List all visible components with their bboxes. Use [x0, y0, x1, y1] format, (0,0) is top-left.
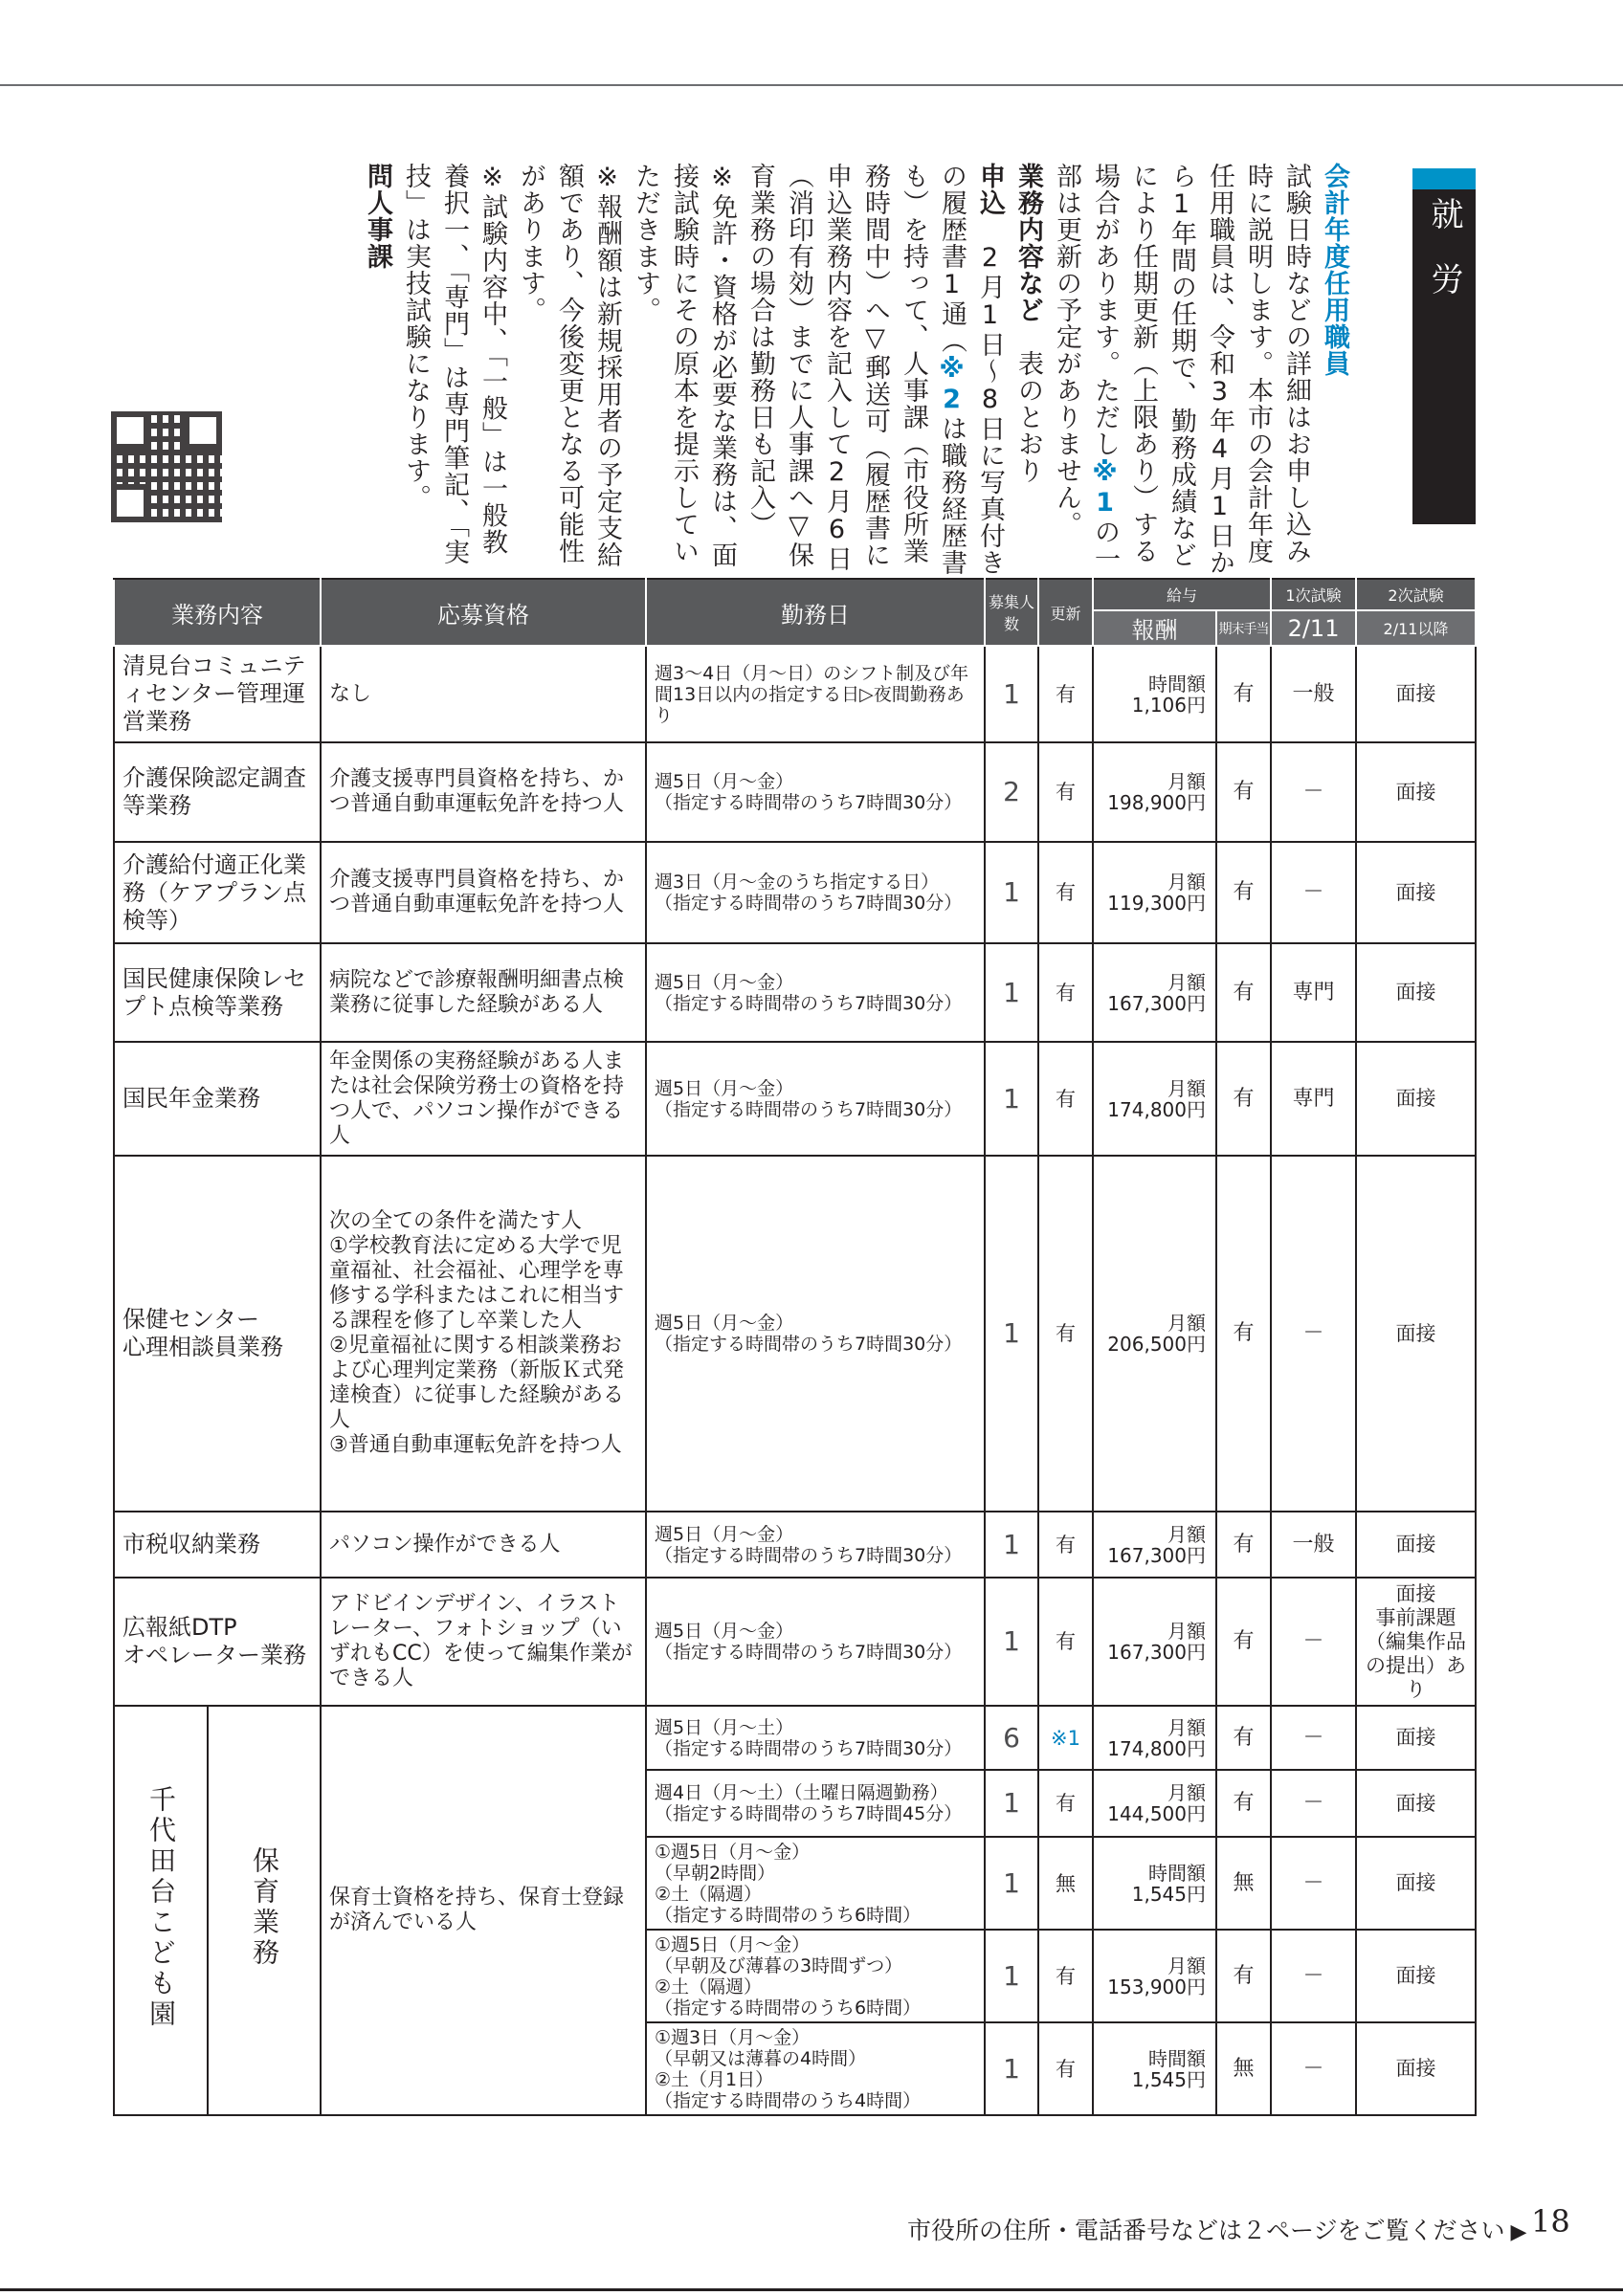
header-qualification: 応募資格	[321, 579, 646, 646]
count-cell: 1	[985, 1512, 1038, 1578]
pay-cell	[1093, 1512, 1216, 1578]
renew-cell: ※1	[1038, 1706, 1093, 1770]
pay-amount: 1,545円	[1131, 2067, 1206, 2091]
count-cell: 2	[985, 742, 1038, 842]
qr-finder	[111, 484, 149, 522]
header-count: 募集人数	[985, 579, 1038, 646]
exam2-cell: 面接	[1356, 1156, 1476, 1512]
count-cell: 1	[985, 1156, 1038, 1512]
pay-cell	[1093, 943, 1216, 1042]
top-rule	[0, 84, 1623, 86]
table-row	[114, 1706, 1476, 1770]
renew-cell: 有	[1038, 1512, 1093, 1578]
exam2-cell: 面接	[1356, 943, 1476, 1042]
bonus-cell: 有	[1216, 1042, 1271, 1156]
count-cell: 1	[985, 943, 1038, 1042]
bonus-cell: 有	[1216, 646, 1271, 742]
header-exam1-date: 2/11	[1271, 610, 1356, 646]
work-cell: 国民健康保険レセプト点検等業務	[114, 943, 321, 1042]
exam2-cell: 面接	[1356, 1770, 1476, 1837]
renew-cell: 有	[1038, 943, 1093, 1042]
table-row	[114, 1042, 1476, 1156]
facility-name: 千代田台こども園	[145, 1784, 177, 2030]
apply-text-1: 2月1日～8日に写真付きの履歴書1通（	[937, 163, 1005, 576]
renew-cell: 有	[1038, 1042, 1093, 1156]
table-row	[114, 646, 1476, 742]
apply-label: 申込	[975, 163, 1005, 216]
pay-cell	[1093, 1156, 1216, 1512]
pay-kind: 月額	[1167, 1620, 1206, 1643]
arrow-right-icon: ▶	[1510, 2220, 1527, 2244]
bonus-cell: 有	[1216, 1706, 1271, 1770]
qualification-cell: 介護支援専門員資格を持ち、かつ普通自動車運転免許を持つ人	[321, 742, 646, 842]
days-cell: 週3～4日（月～日）のシフト制及び年間13日以内の指定する日▷夜間勤務あり	[646, 646, 985, 742]
pay-amount: 1,545円	[1131, 1882, 1206, 1906]
pay-kind: 時間額	[1148, 1861, 1206, 1885]
days-cell: 週5日（月～土） （指定する時間帯のうち7時間30分）	[646, 1706, 985, 1770]
note-pay: ※報酬額は新規採用者の予定支給額であり、今後変更となる可能性があります。	[516, 163, 622, 568]
exam1-cell: －	[1271, 1578, 1356, 1706]
duties-label: 業務内容など	[1013, 163, 1043, 323]
renew-cell: 有	[1038, 2022, 1093, 2115]
exam1-cell: －	[1271, 742, 1356, 842]
qr-code[interactable]	[111, 411, 222, 522]
duties-text: 表のとおり	[1013, 350, 1043, 484]
exam1-cell: －	[1271, 842, 1356, 943]
bonus-cell: 有	[1216, 1156, 1271, 1512]
days-cell: 週5日（月～金） （指定する時間帯のうち7時間30分）	[646, 1578, 985, 1706]
exam2-cell: 面接	[1356, 1837, 1476, 1930]
contact-department: 問人事課	[363, 163, 392, 270]
days-cell: 週5日（月～金） （指定する時間帯のうち7時間30分）	[646, 1042, 985, 1156]
pay-cell	[1093, 1706, 1216, 1770]
pay-kind: 月額	[1167, 1954, 1206, 1977]
count-cell: 1	[985, 1837, 1038, 1930]
header-renew: 更新	[1038, 579, 1093, 646]
footer-note	[907, 2212, 1526, 2246]
work-cell	[208, 1706, 321, 2115]
page-number: 18	[1531, 2203, 1570, 2240]
pay-kind: 月額	[1167, 770, 1206, 793]
exam2-cell: 面接	[1356, 646, 1476, 742]
pay-kind: 月額	[1167, 871, 1206, 894]
apply-text-2: は職務経歴書も）を持って、人事課（市役所業務時間中）へ▽郵送可（履歴書に申込業務内容を記入して2月6日（消印有効）までに人事課へ▽保育業務の場合は勤務日も記入）	[745, 163, 967, 576]
exam1-cell: 一般	[1271, 646, 1356, 742]
table-row	[114, 1156, 1476, 1512]
count-cell: 1	[985, 646, 1038, 742]
qualification-cell: 年金関係の実務経験がある人または社会保険労務士の資格を持つ人で、パソコン操作ができる人	[321, 1042, 646, 1156]
header-days: 勤務日	[646, 579, 985, 646]
days-cell: 週5日（月～金） （指定する時間帯のうち7時間30分）	[646, 1512, 985, 1578]
count-cell: 6	[985, 1706, 1038, 1770]
days-cell: ①週5日（月～金） （早朝2時間） ②土（隔週） （指定する時間帯のうち6時間）	[646, 1837, 985, 1930]
pay-cell	[1093, 742, 1216, 842]
count-cell: 1	[985, 842, 1038, 943]
jobs-table	[113, 578, 1477, 2116]
exam1-cell: －	[1271, 1837, 1356, 1930]
pay-kind: 時間額	[1148, 672, 1206, 695]
pay-amount: 1,106円	[1131, 693, 1206, 717]
pay-amount: 198,900円	[1107, 791, 1206, 814]
pay-cell	[1093, 646, 1216, 742]
renew-cell: 有	[1038, 742, 1093, 842]
note-license: ※免許・資格が必要な業務は、面接試験時にその原本を提示していただきます。	[631, 163, 737, 568]
exam2-cell: 面接	[1356, 2022, 1476, 2115]
bonus-cell: 有	[1216, 1930, 1271, 2022]
pay-kind: 月額	[1167, 1312, 1206, 1335]
work-cell: 国民年金業務	[114, 1042, 321, 1156]
pay-kind: 月額	[1167, 1715, 1206, 1739]
bonus-cell: 有	[1216, 842, 1271, 943]
qualification-cell: 病院などで診療報酬明細書点検業務に従事した経験がある人	[321, 943, 646, 1042]
bottom-rule	[0, 2288, 1623, 2291]
article-body	[109, 163, 1353, 579]
table-row	[114, 943, 1476, 1042]
work-cell: 保健センター 心理相談員業務	[114, 1156, 321, 1512]
renew-cell: 有	[1038, 1156, 1093, 1512]
days-cell: 週3日（月～金のうち指定する日） （指定する時間帯のうち7時間30分）	[646, 842, 985, 943]
count-cell: 1	[985, 2022, 1038, 2115]
bonus-cell: 有	[1216, 943, 1271, 1042]
exam2-cell: 面接	[1356, 1930, 1476, 2022]
article-intro-tail: の一部は更新の予定がありません。	[1052, 163, 1120, 572]
pay-amount: 153,900円	[1107, 1975, 1206, 1998]
pay-kind: 月額	[1167, 1522, 1206, 1546]
pay-amount: 119,300円	[1107, 892, 1206, 915]
pay-kind: 月額	[1167, 1781, 1206, 1804]
qualification-cell: 保育士資格を持ち、保育士登録が済んでいる人	[321, 1706, 646, 2115]
exam1-cell: 一般	[1271, 1512, 1356, 1578]
qualification-cell: なし	[321, 646, 646, 742]
exam1-cell: －	[1271, 1770, 1356, 1837]
exam2-cell: 面接	[1356, 742, 1476, 842]
header-work: 業務内容	[114, 579, 321, 646]
note2-ref: ※2	[937, 354, 967, 415]
pay-kind: 月額	[1167, 970, 1206, 994]
count-cell: 1	[985, 1930, 1038, 2022]
days-cell: ①週5日（月～金） （早朝及び薄暮の3時間ずつ） ②土（隔週） （指定する時間帯のうち6時間）	[646, 1930, 985, 2022]
table-row	[114, 1512, 1476, 1578]
bonus-cell: 有	[1216, 742, 1271, 842]
pay-cell	[1093, 842, 1216, 943]
note-exam: ※試験内容中、「一般」は一般教養択一、「専門」は専門筆記、「実技」は実技試験になります。	[401, 163, 507, 565]
exam2-cell: 面接	[1356, 1512, 1476, 1578]
bonus-cell: 有	[1216, 1770, 1271, 1837]
exam2-cell: 面接 事前課題 （編集作品 の提出）あり	[1356, 1578, 1476, 1706]
work-cell: 清見台コミュニティセンター管理運営業務	[114, 646, 321, 742]
days-cell: ①週3日（月～金） （早朝又は薄暮の4時間） ②土（月1日） （指定する時間帯のうち4時間）	[646, 2022, 985, 2115]
pay-amount: 167,300円	[1107, 1641, 1206, 1664]
pay-cell	[1093, 1837, 1216, 1930]
header-bonus: 期末手当	[1216, 610, 1271, 646]
days-cell: 週5日（月～金） （指定する時間帯のうち7時間30分）	[646, 943, 985, 1042]
facility-cell	[114, 1706, 208, 2115]
exam2-cell: 面接	[1356, 1706, 1476, 1770]
work-name: 保育業務	[249, 1845, 280, 1969]
work-cell: 介護給付適正化業務（ケアプラン点検等）	[114, 842, 321, 943]
exam1-cell: －	[1271, 1156, 1356, 1512]
qr-finder	[184, 411, 222, 450]
work-cell: 市税収納業務	[114, 1512, 321, 1578]
qualification-cell: 次の全ての条件を満たす人 ①学校教育法に定める大学で児童福祉、社会福祉、心理学を専修する学科またはこれに相当する課程を修了し卒業した人 ②児童福祉に関する相談業務および心理判定業務（新版Ｋ式発達検査）に従事した経験がある人 ③普通自動車運転免許を持つ人	[321, 1156, 646, 1512]
qualification-cell: アドビインデザイン、イラストレーター、フォトショップ（いずれもCC）を使って編集作業ができる人	[321, 1578, 646, 1706]
exam2-cell: 面接	[1356, 842, 1476, 943]
header-exam2: 2次試験	[1356, 579, 1476, 610]
qualification-cell: パソコン操作ができる人	[321, 1512, 646, 1578]
table-row	[114, 1578, 1476, 1706]
bonus-cell: 有	[1216, 1578, 1271, 1706]
header-exam1: 1次試験	[1271, 579, 1356, 610]
header-salary: 給与	[1093, 579, 1271, 610]
article-heading: 会計年度任用職員	[1320, 163, 1349, 377]
renew-cell: 有	[1038, 842, 1093, 943]
section-tab-label: 就労	[1425, 197, 1463, 327]
exam1-cell: 専門	[1271, 943, 1356, 1042]
pay-cell	[1093, 1578, 1216, 1706]
renew-cell: 有	[1038, 1578, 1093, 1706]
note1-ref: ※1	[1090, 457, 1120, 519]
renew-cell: 有	[1038, 1770, 1093, 1837]
header-pay: 報酬	[1093, 610, 1216, 646]
qr-finder	[111, 411, 149, 450]
days-cell: 週4日（月～土）（土曜日隔週勤務） （指定する時間帯のうち7時間45分）	[646, 1770, 985, 1837]
exam1-cell: －	[1271, 2022, 1356, 2115]
bonus-cell: 無	[1216, 2022, 1271, 2115]
pay-amount: 167,300円	[1107, 1543, 1206, 1567]
footer-note-text: 市役所の住所・電話番号などは２ページをご覧ください	[907, 2217, 1505, 2244]
bonus-cell: 無	[1216, 1837, 1271, 1930]
bonus-cell: 有	[1216, 1512, 1271, 1578]
work-cell: 介護保険認定調査等業務	[114, 742, 321, 842]
section-tab-accent	[1412, 168, 1476, 189]
count-cell: 1	[985, 1042, 1038, 1156]
section-tab	[1412, 168, 1476, 524]
exam1-cell: －	[1271, 1930, 1356, 2022]
renew-cell: 有	[1038, 646, 1093, 742]
renew-cell: 有	[1038, 1930, 1093, 2022]
work-cell: 広報紙DTP オペレーター業務	[114, 1578, 321, 1706]
count-cell: 1	[985, 1770, 1038, 1837]
count-cell: 1	[985, 1578, 1038, 1706]
table-row	[114, 842, 1476, 943]
pay-amount: 167,300円	[1107, 991, 1206, 1015]
pay-amount: 206,500円	[1107, 1333, 1206, 1356]
exam1-cell: 専門	[1271, 1042, 1356, 1156]
pay-amount: 174,800円	[1107, 1736, 1206, 1760]
days-cell: 週5日（月～金） （指定する時間帯のうち7時間30分）	[646, 742, 985, 842]
header-exam2-date: 2/11以降	[1356, 610, 1476, 646]
article-intro: 試験日時などの詳細はお申し込み時に説明します。本市の会計年度任用職員は、令和3年4月1日から1年間の任期で、勤務成績などにより任期更新（上限あり）する場合があります。ただし	[1090, 163, 1311, 576]
days-cell: 週5日（月～金） （指定する時間帯のうち7時間30分）	[646, 1156, 985, 1512]
pay-cell	[1093, 1930, 1216, 2022]
renew-cell: 無	[1038, 1837, 1093, 1930]
exam2-cell: 面接	[1356, 1042, 1476, 1156]
pay-cell	[1093, 1770, 1216, 1837]
table-row	[114, 742, 1476, 842]
pay-cell	[1093, 2022, 1216, 2115]
pay-kind: 月額	[1167, 1076, 1206, 1100]
pay-amount: 174,800円	[1107, 1097, 1206, 1121]
pay-kind: 時間額	[1148, 2046, 1206, 2070]
pay-amount: 144,500円	[1107, 1802, 1206, 1825]
qualification-cell: 介護支援専門員資格を持ち、かつ普通自動車運転免許を持つ人	[321, 842, 646, 943]
exam1-cell: －	[1271, 1706, 1356, 1770]
pay-cell	[1093, 1042, 1216, 1156]
